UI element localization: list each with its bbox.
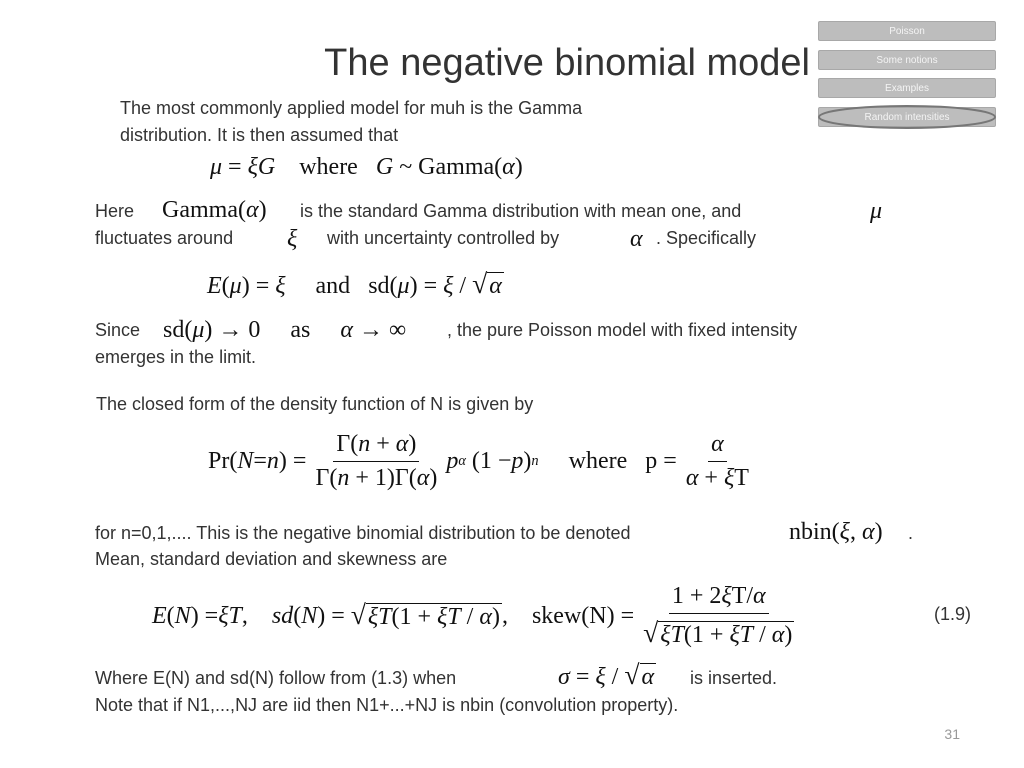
skew-fraction: $\frac{1 + 2\xi T/\alpha}{√\xi T(1 + \xi T / \alpha)}$ xyxy=(643,583,793,648)
since-line-2: emerges in the limit. xyxy=(95,347,257,367)
page-number: 31 xyxy=(944,726,960,742)
sd-word-2: sd xyxy=(163,317,185,343)
inline-xi: ξ xyxy=(287,226,298,252)
where-word-2: where xyxy=(568,448,628,474)
inline-nbin: nbin(ξ, α) xyxy=(789,519,883,545)
inline-alpha: α xyxy=(630,226,643,252)
equation-moments: E ( N ) = ξT , sd ( N ) = √ξT(1 + ξT / α) , skew(N) = $\frac{1 + 2\xi T/\alpha}{√\xi T(1 + \xi T / \alpha)}$ xyxy=(152,580,797,652)
p-fraction: $\frac{\alpha}{\alpha + \xi T}$ xyxy=(685,430,749,491)
nav-item-random-intensities[interactable]: Random intensities xyxy=(818,107,996,127)
and-word: and xyxy=(315,273,351,299)
gamma-word-2: Gamma xyxy=(162,197,238,223)
since-suffix: , the pure Poisson model with fixed intensity xyxy=(447,320,798,340)
mean-line: Mean, standard deviation and skewness are xyxy=(95,549,448,569)
where-word: where xyxy=(299,154,358,180)
equation-nbin-density: Pr ( N = n ) = $\frac{\Gamma(n + \alpha)}{\Gamma(n + 1)\Gamma(\alpha)}$ p α (1 − p ) n where p = $\frac{\alpha}{\alpha + \xi T}$ xyxy=(208,425,752,497)
closed-form-text: The closed form of the density function of N is given by xyxy=(96,394,534,414)
where-line-prefix: Where E(N) and sd(N) follow from (1.3) when xyxy=(95,668,457,688)
inline-mu: μ xyxy=(870,198,883,224)
skew-word: skew(N) xyxy=(531,603,615,629)
equation-mu-gamma: μ = ξG where G ~ Gamma(α) xyxy=(210,154,523,180)
nav-item-some-notions[interactable]: Some notions xyxy=(818,50,996,70)
fluct-mid: with uncertainty controlled by xyxy=(327,228,560,248)
fluct-prefix: fluctuates around xyxy=(95,228,234,248)
for-n-dot: . xyxy=(908,523,914,543)
for-n-text: for n=0,1,.... This is the negative binomial distribution to be denoted xyxy=(95,523,631,543)
note-line: Note that if N1,...,NJ are iid then N1+...+NJ is nbin (convolution property). xyxy=(95,695,679,715)
nbin-word: nbin xyxy=(789,519,832,545)
intro-line-2: distribution. It is then assumed that xyxy=(120,125,399,145)
equation-mean-sd-mu: E(μ) = ξ and sd(μ) = ξ / √α xyxy=(207,268,502,299)
as-word: as xyxy=(290,317,311,343)
nav-item-examples[interactable]: Examples xyxy=(818,78,996,98)
slide-title: The negative binomial model xyxy=(324,42,810,84)
equation-number: (1.9) xyxy=(934,604,972,624)
inline-sd-limit: sd(μ) → 0 as α → ∞ xyxy=(163,317,407,343)
inline-sigma: σ = ξ / √α xyxy=(558,659,655,690)
gamma-word: Gamma xyxy=(418,154,495,180)
nav-active-highlight xyxy=(816,103,998,131)
pr-word: Pr xyxy=(208,448,230,474)
nav-item-poisson[interactable]: Poisson xyxy=(818,21,996,41)
fluct-suffix: . Specifically xyxy=(656,228,757,248)
where-line-suffix: is inserted. xyxy=(690,668,778,688)
here-mid: is the standard Gamma distribution with mean one, and xyxy=(300,201,742,221)
here-prefix: Here xyxy=(95,201,135,221)
sd-word: sd xyxy=(368,273,390,299)
since-prefix: Since xyxy=(95,320,141,340)
density-fraction: $\frac{\Gamma(n + \alpha)}{\Gamma(n + 1)\Gamma(\alpha)}$ xyxy=(315,430,438,491)
inline-gamma-alpha: Gamma(α) xyxy=(162,197,267,223)
intro-line-1: The most commonly applied model for muh is the Gamma xyxy=(120,98,583,118)
